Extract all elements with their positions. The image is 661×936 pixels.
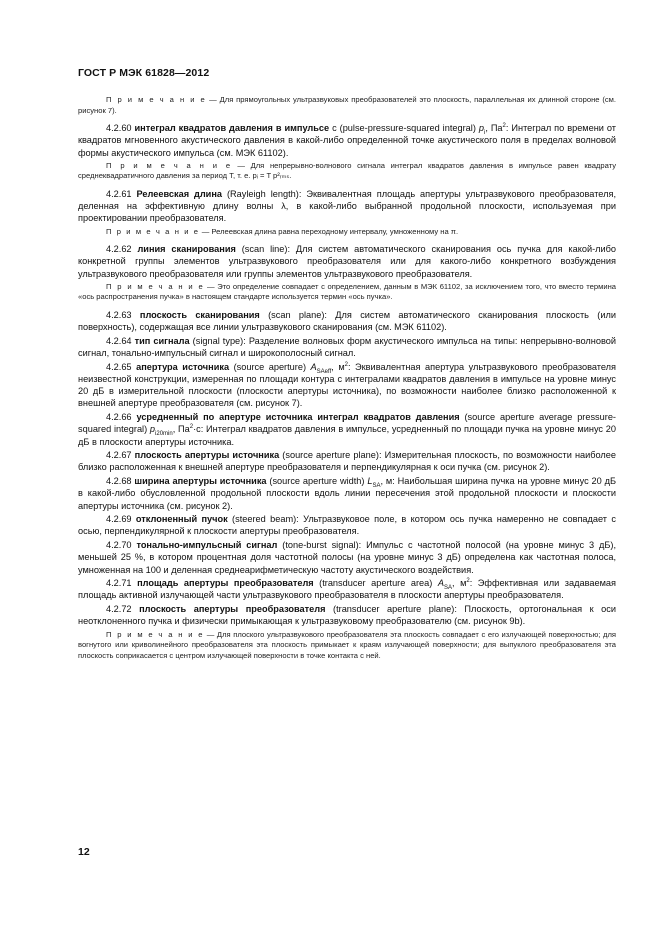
note-text: — Для прямоугольных ультразвуковых преобразователей это плоскость, параллельная их длинной стороне (см. рисунок 7).	[78, 95, 617, 115]
term-text: : Для систем автоматического сканирования плоскость (или поверхность), содержащая все линии ультразвукового сканирования (см. МЭК 61102).	[78, 309, 616, 333]
term-name: интеграл квадратов давления в импульсе	[134, 123, 330, 134]
term-english: (Rayleigh length)	[222, 188, 299, 199]
term-unit-superscript: 2	[189, 424, 194, 431]
term-definition	[78, 475, 616, 512]
note-paragraph	[78, 282, 616, 303]
note-label: П р и м е ч а н и е	[106, 160, 232, 170]
term-definition	[78, 335, 616, 359]
term-definition	[78, 513, 616, 537]
term-symbol: L	[367, 476, 373, 487]
term-text: : Измерительная плоскость, по возможности наиболее близко расположенная к внешней апертуре преобразователя и перпендикулярная к оси пучка (см. рисунок 2).	[78, 450, 617, 473]
note-text: — Для плоского ультразвукового преобразователя эта плоскость совпадает с его излучающей поверхностью; для вогнутого или криволинейного преобразователя эта плоскость примыкает к краям излучающей поверхности; для выпуклого преобразователя эта плоскость соприкасается с центром излучающей поверхности в точке контакта с ней.	[78, 629, 616, 660]
note-label: П р и м е ч а н и е	[106, 629, 205, 639]
term-text: : Импульс с частотной полосой (на уровне минус 3 дБ), меньшей 25 %, в котором процентная доля частотной полосы (на уровне минус 3 дБ) определена как частотная полоса, умноженная на 100 и деленная среднеарифметическую частоту акустического воздействия.	[78, 540, 616, 575]
term-number: 4.2.66	[106, 412, 132, 423]
term-symbol-subscript: SA	[372, 482, 381, 489]
term-name: плоскость апертуры источника	[134, 450, 280, 461]
term-english: (transducer aperture area)	[313, 578, 438, 589]
term-definition	[78, 243, 616, 280]
term-text: : Наибольшая ширина пучка на уровне минус 20 дБ в какой-либо обусловленной продольной плоскости вдоль линии пересечения этой продольной плоскости и плоскости апертуры источника (см. рисунок 2).	[78, 476, 616, 511]
term-unit-superscript: 2	[344, 361, 348, 368]
term-definition	[78, 122, 616, 159]
term-number: 4.2.63	[106, 309, 132, 320]
term-name: площадь апертуры преобразователя	[137, 578, 314, 589]
term-number: 4.2.72	[106, 604, 132, 615]
term-number: 4.2.62	[106, 244, 132, 255]
note-text: — Релеевская длина равна переходному интервалу, умноженному на π.	[199, 226, 459, 236]
term-number: 4.2.60	[106, 123, 132, 134]
term-english: (steered beam)	[227, 514, 297, 525]
page-number: 12	[78, 846, 90, 858]
term-text: : Плоскость, ортогональная к оси неотклоненного пучка и физически примыкающая к ультразвуковому преобразователю (см. рисунок 9b).	[78, 604, 617, 627]
term-definition	[78, 361, 616, 410]
term-name: плоскость сканирования	[139, 309, 260, 320]
term-name: апертура источника	[136, 361, 230, 372]
term-text: : Для систем автоматического сканирования ось пучка для какой-либо конкретной группы элементов ультразвукового преобразователя или для какого-либо конкретного возбуждения ультразвукового преобразователя или группы элементов ультразвукового преобразователя.	[78, 244, 617, 279]
page-header-title: ГОСТ Р МЭК 61828—2012	[78, 67, 210, 79]
term-name: Релеевская длина	[136, 188, 222, 199]
note-paragraph	[78, 161, 616, 182]
note-paragraph	[78, 227, 616, 238]
term-definition	[78, 449, 616, 473]
term-english: (source aperture average pressure-squared integral)	[78, 412, 616, 435]
term-name: линия сканирования	[137, 244, 236, 255]
term-definition	[78, 188, 616, 225]
term-symbol: p	[478, 123, 484, 134]
term-text: : Интеграл по времени от квадратов мгновенного акустического давления в какой-либо определенной точке акустического поля в пределах волновой формы акустического импульса (см. МЭК 61102).	[78, 123, 617, 158]
term-text: : Эффективная или задаваемая площадь активной излучающей части ультразвукового преобразователя в плоскости апертуры преобразователя.	[78, 578, 616, 601]
term-definition	[78, 411, 616, 448]
term-english: (scan line)	[235, 244, 288, 255]
term-unit: , Па	[485, 123, 503, 134]
term-number: 4.2.61	[106, 188, 132, 199]
term-definition	[78, 539, 616, 576]
document-body	[78, 93, 616, 667]
term-symbol-subscript: SAeff	[316, 368, 332, 375]
term-symbol-subscript: i	[483, 130, 486, 137]
term-english: (source aperture plane)	[279, 450, 379, 461]
term-text: : Разделение волновых форм акустического импульса на типы: непрерывно-волновой сигнал, тонально-импульсный сигнал и широкополосный сигнал.	[78, 335, 616, 359]
term-text: : Эквивалентная площадь апертуры ультразвукового преобразователя, деленная на эффективную длину волны λ, в какой-либо выбранной продольной плоскости, используемая при проектировании преобразователя.	[78, 188, 616, 224]
term-unit: , м	[380, 476, 393, 487]
note-label: П р и м е ч а н и е	[106, 226, 200, 236]
term-name: тонально-импульсный сигнал	[136, 540, 278, 551]
term-english: (signal type)	[189, 335, 244, 346]
term-name: плоскость апертуры преобразователя	[139, 604, 326, 615]
term-name: усредненный по апертуре источника интеграл квадратов давления	[136, 412, 460, 423]
term-english: (scan plane)	[259, 309, 325, 320]
note-paragraph	[78, 630, 616, 662]
term-english: с (pulse-pressure-squared integral)	[329, 123, 479, 134]
note-paragraph	[78, 95, 616, 116]
term-unit: , м	[452, 578, 467, 589]
term-symbol: A	[437, 578, 444, 589]
note-text: — Для непрерывно-волнового сигнала интеграл квадратов давления в импульсе равен квадрату среднеквадратичного давления за период T, т. е. pᵢ = T p²ᵣₘₛ.	[78, 160, 616, 181]
term-symbol: p	[149, 424, 156, 435]
term-unit-superscript: 2	[466, 578, 470, 585]
term-english: (source aperture)	[229, 361, 311, 372]
term-name: отклоненный пучок	[135, 514, 228, 525]
term-symbol: A	[310, 361, 317, 372]
term-text: : Эквивалентная апертура ультразвукового преобразователя неизвестной конструкции, измеренная по площади контура с интегралами квадратов давления в импульсе на уровне минус 20 дБ в измерительной плоскости (плоскости апертуры источника), по возможности наиболее близко расположенной к внешней апертуре преобразователя (см. рисунок 7).	[78, 361, 616, 409]
note-label: П р и м е ч а н и е	[106, 281, 205, 291]
term-number: 4.2.68	[106, 476, 132, 487]
term-definition	[78, 577, 616, 601]
term-number: 4.2.71	[106, 578, 132, 589]
term-english: (tone-burst signal)	[277, 540, 359, 551]
term-symbol-subscript: SA	[443, 585, 452, 592]
note-label: П р и м е ч а н и е	[106, 95, 207, 104]
term-english: (source aperture width)	[266, 476, 368, 487]
term-text: ·с: Интеграл квадратов давления в импульсе, усредненный по площади пучка на уровне минус 20 дБ в плоскости апертуры источника.	[78, 424, 616, 447]
term-definition	[78, 309, 616, 333]
term-name: тип сигнала	[134, 335, 190, 346]
term-definition	[78, 603, 616, 627]
term-unit: , м	[331, 361, 345, 372]
term-unit-superscript: 2	[502, 123, 506, 130]
term-text: : Ультразвуковое поле, в котором ось пучка намеренно не совпадает с осью, перпендикулярной к плоскости апертуры преобразователя.	[78, 514, 616, 537]
term-unit: , Па	[172, 424, 190, 435]
term-symbol-subscript: i20min	[155, 431, 173, 438]
term-number: 4.2.70	[106, 540, 132, 551]
term-number: 4.2.65	[106, 361, 132, 372]
term-number: 4.2.67	[106, 450, 132, 461]
term-name: ширина апертуры источника	[134, 476, 267, 487]
term-english: (transducer aperture plane)	[325, 604, 455, 615]
term-number: 4.2.64	[106, 335, 132, 346]
term-number: 4.2.69	[106, 514, 132, 525]
note-text: — Это определение совпадает с определением, данным в МЭК 61102, за исключением того, что вместо термина «ось распространения пучка» в настоящем стандарте используется термин «ось пучка».	[78, 281, 617, 302]
